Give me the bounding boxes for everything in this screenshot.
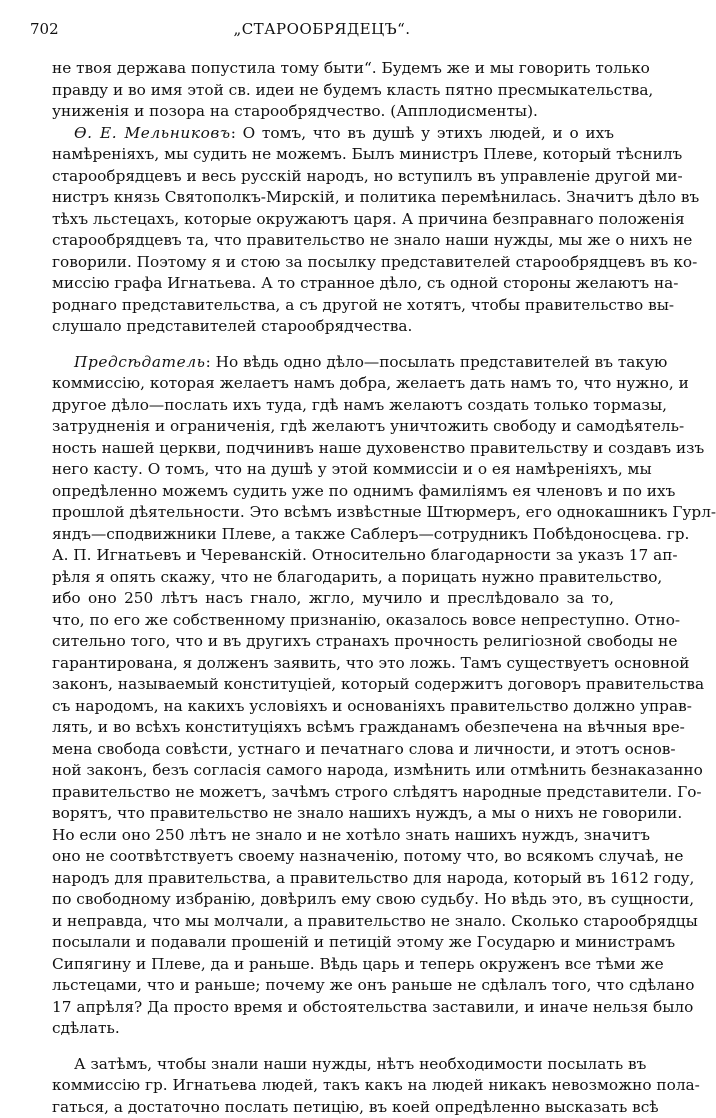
line-text: : О томъ, что въ душѣ у этихъ людей, и о ихъ	[231, 124, 614, 142]
line-text: гарантирована, я долженъ заявить, что это ложь. Тамъ существуетъ основной	[52, 654, 690, 672]
text-line	[52, 932, 614, 954]
line-text: намѣреніяхъ, мы судить не можемъ. Былъ министръ Плеве, который тѣснилъ	[52, 145, 682, 163]
text-line	[52, 252, 614, 274]
text-line	[52, 123, 614, 145]
line-text: сдѣлать.	[52, 1019, 120, 1037]
page-body	[52, 58, 614, 1118]
text-line	[52, 674, 614, 696]
line-text: опредѣленно можемъ судить уже по однимъ фамиліямъ ея членовъ и по ихъ	[52, 482, 675, 500]
text-line	[52, 825, 614, 847]
line-text: правительство не можетъ, зачѣмъ строго слѣдятъ народные представители. Го-	[52, 783, 702, 801]
speaker-name: Ѳ. Е. Мельниковъ	[74, 124, 231, 142]
text-line	[52, 209, 614, 231]
text-line	[52, 760, 614, 782]
line-text: рѣля я опять скажу, что не благодарить, а порицать нужно правительство,	[52, 568, 662, 586]
text-line	[52, 975, 614, 997]
line-text: лять, и во всѣхъ конституціяхъ всѣмъ гражданамъ обезпечена на вѣчныя вре-	[52, 718, 685, 736]
line-text: старообрядцевъ и весь русскій народъ, но вступилъ въ управленіе другой ми-	[52, 167, 683, 185]
paragraph	[52, 58, 614, 123]
text-line	[52, 502, 614, 524]
line-text: прошлой дѣятельности. Это всѣмъ извѣстные Штюрмеръ, его однокашникъ Гурл-	[52, 503, 716, 521]
line-text: не твоя держава попустила тому быти“. Будемъ же и мы говорить только	[52, 59, 650, 77]
line-text: 17 апрѣля? Да просто время и обстоятельства заставили, и иначе нельзя было	[52, 998, 693, 1016]
text-line	[52, 416, 614, 438]
line-text: тѣхъ льстецахъ, которые окружаютъ царя. А причина безправнаго положенія	[52, 210, 685, 228]
paragraph	[52, 123, 614, 338]
text-line	[52, 868, 614, 890]
text-line	[52, 273, 614, 295]
line-text: : Но вѣдь одно дѣло—посылать представителей въ такую	[206, 353, 668, 371]
line-text: старообрядцевъ та, что правительство не знало наши нужды, мы же о нихъ не	[52, 231, 692, 249]
text-line	[52, 782, 614, 804]
text-line	[52, 610, 614, 632]
text-line	[52, 567, 614, 589]
text-line	[52, 696, 614, 718]
text-line	[52, 524, 614, 546]
line-text: Сипягину и Плеве, да и раньше. Вѣдь царь и теперь окруженъ все тѣми же	[52, 955, 664, 973]
text-line	[52, 101, 614, 123]
page-header	[30, 20, 614, 42]
paragraph	[52, 1054, 614, 1118]
line-text: яндъ—сподвижники Плеве, а также Саблеръ—сотрудникъ Побѣдоносцева. гр.	[52, 525, 689, 543]
line-text: мена свобода совѣсти, устнаго и печатнаго слова и личности, и этотъ основ-	[52, 740, 676, 758]
text-line	[52, 395, 614, 417]
line-text: льстецами, что и раньше; почему же онъ раньше не сдѣлалъ того, что сдѣлано	[52, 976, 694, 994]
text-line	[52, 230, 614, 252]
text-line	[52, 316, 614, 338]
text-line	[52, 1075, 614, 1097]
text-line	[52, 803, 614, 825]
text-line	[52, 631, 614, 653]
speaker-name: Предсѣдатель	[74, 353, 206, 371]
line-text: ворятъ, что правительство не знало нашихъ нуждъ, а мы о нихъ не говорили.	[52, 804, 682, 822]
text-line	[52, 545, 614, 567]
text-line	[52, 739, 614, 761]
line-text: Но если оно 250 лѣтъ не знало и не хотѣло знать нашихъ нуждъ, значитъ	[52, 826, 650, 844]
text-line	[52, 166, 614, 188]
line-text: законъ, называемый конституціей, который содержитъ договоръ правительства	[52, 675, 704, 693]
line-text: гаться, а достаточно послать петицію, въ коей опредѣленно высказать всѣ	[52, 1098, 659, 1116]
text-line	[52, 58, 614, 80]
line-text: съ народомъ, на какихъ условіяхъ и основаніяхъ правительство должно управ-	[52, 697, 692, 715]
line-text: что, по его же собственному признанію, оказалось вовсе непреступно. Отно-	[52, 611, 680, 629]
text-line	[52, 588, 614, 610]
text-line	[52, 653, 614, 675]
text-line	[52, 80, 614, 102]
paragraph-gap	[52, 338, 614, 352]
line-text: коммиссію, которая желаетъ намъ добра, желаетъ дать намъ то, что нужно, и	[52, 374, 689, 392]
line-text: ность нашей церкви, подчинивъ наше духовенство правительству и создавъ изъ	[52, 439, 704, 457]
text-line	[52, 846, 614, 868]
line-text: А. П. Игнатьевъ и Череванскій. Относительно благодарности за указъ 17 ап-	[52, 546, 678, 564]
text-line	[52, 459, 614, 481]
text-line	[52, 997, 614, 1019]
line-text: по свободному избранію, довѣрилъ ему свою судьбу. Но вѣдь это, въ сущности,	[52, 890, 694, 908]
page-number: 702	[30, 20, 59, 38]
paragraph	[52, 352, 614, 1040]
line-text: него касту. О томъ, что на душѣ у этой коммиссіи и о ея намѣреніяхъ, мы	[52, 460, 652, 478]
line-text: ибо оно 250 лѣтъ насъ гнало, жгло, мучило и преслѣдовало за то,	[52, 589, 614, 607]
text-line	[52, 144, 614, 166]
text-line	[52, 481, 614, 503]
line-text: правду и во имя этой св. идеи не будемъ класть пятно пресмыкательства,	[52, 81, 653, 99]
text-line	[52, 352, 614, 374]
line-text: нистръ князь Святополкъ-Мирскій, и политика перемѣнилась. Значитъ дѣло въ	[52, 188, 699, 206]
line-text: затрудненія и ограниченія, гдѣ желаютъ уничтожить свободу и самодѣятель-	[52, 417, 684, 435]
line-text: коммиссію гр. Игнатьева людей, такъ какъ на людей никакъ невозможно пола-	[52, 1076, 700, 1094]
text-line	[52, 1054, 614, 1076]
text-line	[52, 187, 614, 209]
text-line	[52, 954, 614, 976]
line-text: роднаго представительства, а съ другой не хотятъ, чтобы правительство вы-	[52, 296, 674, 314]
text-line	[52, 717, 614, 739]
text-line	[52, 889, 614, 911]
line-text: оно не соотвѣтствуетъ своему назначенію, потому что, во всякомъ случаѣ, не	[52, 847, 683, 865]
line-text: А затѣмъ, чтобы знали наши нужды, нѣтъ необходимости посылать въ	[74, 1055, 646, 1073]
line-text: говорили. Поэтому я и стою за посылку представителей старообрядцевъ въ ко-	[52, 253, 697, 271]
line-text: сительно того, что и въ другихъ странахъ прочность религіозной свободы не	[52, 632, 677, 650]
running-title: „СТАРООБРЯДЕЦЪ“.	[30, 20, 614, 38]
text-line	[52, 911, 614, 933]
line-text: миссію графа Игнатьева. А то странное дѣло, съ одной стороны желаютъ на-	[52, 274, 678, 292]
text-line	[52, 295, 614, 317]
text-line	[52, 438, 614, 460]
line-text: другое дѣло—послать ихъ туда, гдѣ намъ желаютъ создать только тормазы,	[52, 396, 667, 414]
line-text: народъ для правительства, а правительство для народа, который въ 1612 году,	[52, 869, 694, 887]
line-text: ной законъ, безъ согласія самого народа, измѣнить или отмѣнить безнаказанно	[52, 761, 703, 779]
text-line	[52, 1097, 614, 1118]
line-text: слушало представителей старообрядчества.	[52, 317, 412, 335]
text-line	[52, 373, 614, 395]
line-text: посылали и подавали прошеній и петицій этому же Государю и министрамъ	[52, 933, 675, 951]
line-text: униженія и позора на старообрядчество. (Апплодисменты).	[52, 102, 538, 120]
paragraph-gap	[52, 1040, 614, 1054]
line-text: и неправда, что мы молчали, а правительство не знало. Сколько старообрядцы	[52, 912, 698, 930]
text-line	[52, 1018, 614, 1040]
